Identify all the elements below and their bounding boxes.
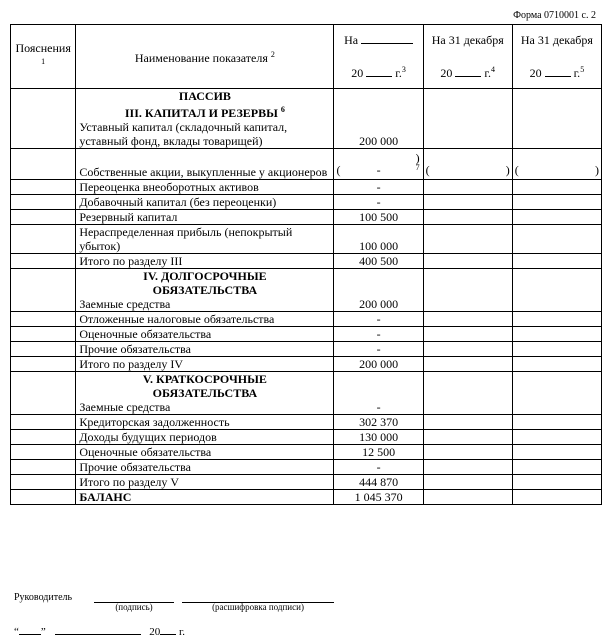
value-own-shares: ) ( - 7 — [334, 149, 423, 180]
row-deferred-income: Доходы будущих периодов 130 000 — [11, 430, 602, 445]
form-code: Форма 0710001 с. 2 — [513, 10, 596, 21]
row-payables: Кредиторская задолженность 302 370 — [11, 415, 602, 430]
signature-caption: (подпись) — [115, 602, 153, 612]
section-title-capital: ПАССИВ III. КАПИТАЛ И РЕЗЕРВЫ $^6$ Уставный капитал (складочный капитал, уставный фонд, вклады товарищей) — [76, 89, 334, 149]
row-own-shares: Собственные акции, выкупленные у акционеров ) ( - 7 ( ) ( ) — [11, 149, 602, 180]
signature-block — [14, 588, 612, 638]
row-revaluation: Переоценка внеоборотных активов - — [11, 180, 602, 195]
header-explanations: Пояснения $^1$ — [11, 25, 76, 89]
row-total-3: Итого по разделу III 400 500 — [11, 254, 602, 269]
row-reserve: Резервный капитал 100 500 — [11, 210, 602, 225]
row-lt-estimated: Оценочные обязательства - — [11, 327, 602, 342]
date-line: “ ” 20 г. — [14, 626, 186, 638]
value-own-shares-prev2: ( ) — [512, 149, 601, 180]
section-passive — [11, 89, 602, 149]
section-title-long-term: IV. ДОЛГОСРОЧНЫЕ ОБЯЗАТЕЛЬСТВА Заемные средства — [76, 269, 334, 312]
balance-table — [10, 24, 602, 505]
row-st-other: Прочие обязательства - — [11, 460, 602, 475]
value-own-shares-prev: ( ) — [423, 149, 512, 180]
header-period-current: На 20 г.$^3$ — [334, 25, 423, 89]
row-st-estimated: Оценочные обязательства 12 500 — [11, 445, 602, 460]
decode-caption: (расшифровка подписи) — [212, 602, 304, 612]
row-total-5: Итого по разделу V 444 870 — [11, 475, 602, 490]
header-indicator-name: Наименование показателя $^2$ — [76, 25, 334, 89]
header-period-prev: На 31 декабря 20 г.$^4$ — [423, 25, 512, 89]
head-label: Руководитель — [14, 592, 73, 603]
row-additional: Добавочный капитал (без переоценки) - — [11, 195, 602, 210]
section-short-term: V. КРАТКОСРОЧНЫЕ ОБЯЗАТЕЛЬСТВА Заемные средства - — [11, 372, 602, 415]
row-lt-other: Прочие обязательства - — [11, 342, 602, 357]
header-row — [11, 25, 602, 89]
section-long-term: IV. ДОЛГОСРОЧНЫЕ ОБЯЗАТЕЛЬСТВА Заемные средства 200 000 — [11, 269, 602, 312]
value-charter: 200 000 — [334, 89, 423, 149]
row-retained: Нераспределенная прибыль (непокрытый убыток) 100 000 — [11, 225, 602, 254]
row-total-4: Итого по разделу IV 200 000 — [11, 357, 602, 372]
row-deferred-tax: Отложенные налоговые обязательства - — [11, 312, 602, 327]
header-period-prev2: На 31 декабря 20 г.$^5$ — [512, 25, 601, 89]
section-title-short-term: V. КРАТКОСРОЧНЫЕ ОБЯЗАТЕЛЬСТВА Заемные средства — [76, 372, 334, 415]
row-balance: БАЛАНС 1 045 370 — [11, 490, 602, 505]
